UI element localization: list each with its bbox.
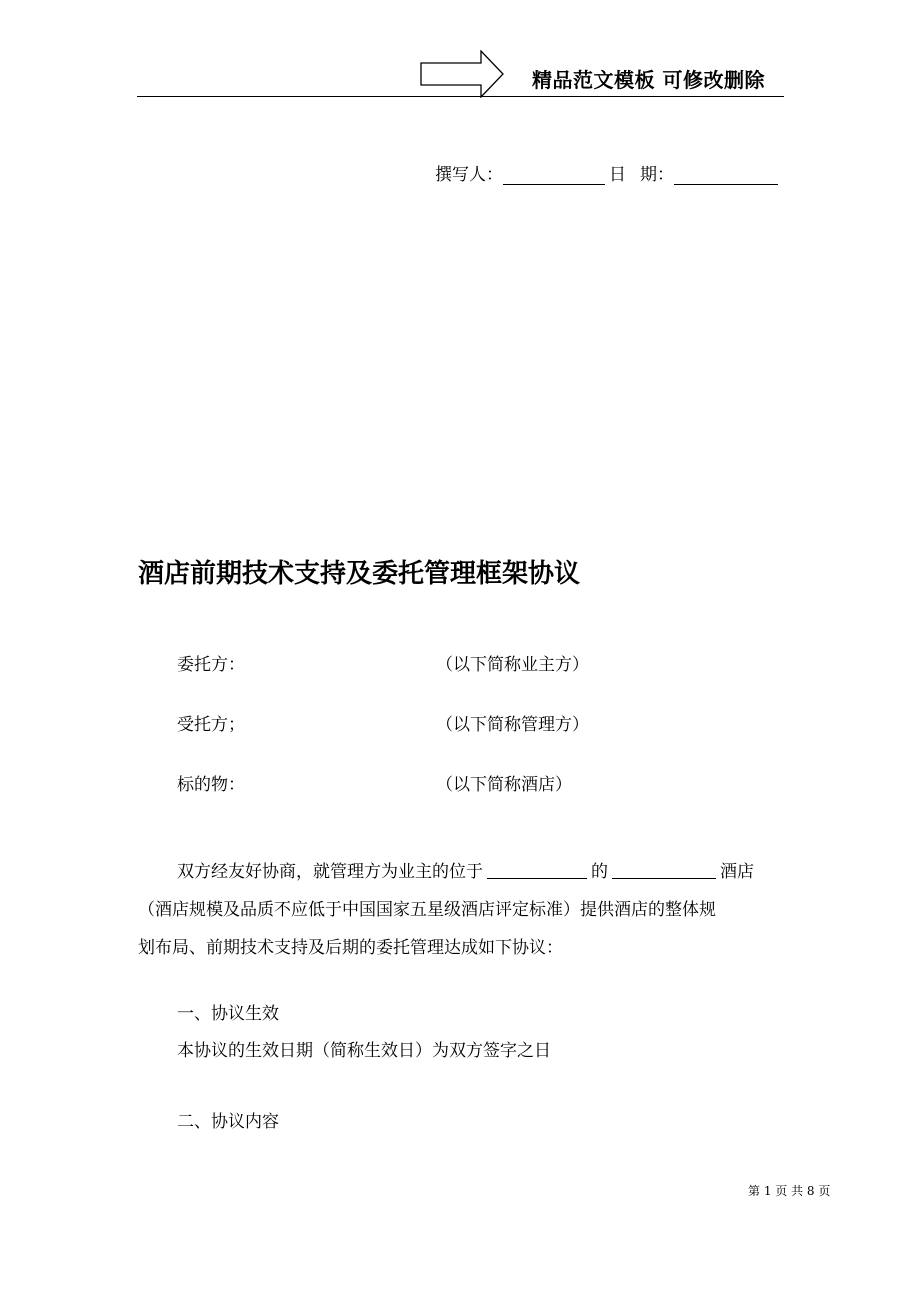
author-label: 撰写人： xyxy=(435,165,503,185)
header-divider xyxy=(137,96,784,97)
section-1-heading: 一、协议生效 xyxy=(177,1004,279,1024)
location-blank xyxy=(487,859,587,879)
party-label: 受托方； xyxy=(177,715,245,735)
intro-line-2: （酒店规模及品质不应低于中国国家五星级酒店评定标准）提供酒店的整体规 xyxy=(138,900,716,920)
party-label: 委托方： xyxy=(177,655,245,675)
right-arrow-icon xyxy=(420,50,504,98)
party-note: （以下简称酒店） xyxy=(436,775,572,795)
intro-text-a: 双方经友好协商，就管理方为业主的位于 xyxy=(177,862,483,882)
author-date-line xyxy=(435,160,778,185)
hotel-name-blank xyxy=(612,859,716,879)
author-blank xyxy=(503,166,605,185)
party-note: （以下简称业主方） xyxy=(436,655,589,675)
intro-text-b: 的 xyxy=(591,862,608,882)
section-1-body: 本协议的生效日期（简称生效日）为双方签字之日 xyxy=(177,1041,551,1061)
document-title: 酒店前期技术支持及委托管理框架协议 xyxy=(138,559,581,589)
party-label: 标的物： xyxy=(177,775,245,795)
intro-line-3: 划布局、前期技术支持及后期的委托管理达成如下协议： xyxy=(138,938,563,958)
date-blank xyxy=(674,166,778,185)
page-number: 第 1 页 共 8 页 xyxy=(748,1184,831,1198)
section-2-heading: 二、协议内容 xyxy=(177,1112,279,1132)
party-note: （以下简称管理方） xyxy=(436,715,589,735)
intro-text-c: 酒店 xyxy=(720,862,754,882)
date-label-1: 日 xyxy=(609,165,626,185)
date-label-2: 期： xyxy=(640,165,674,185)
intro-paragraph xyxy=(138,853,793,967)
header-banner: 精品范文模板 可修改删除 xyxy=(532,68,765,92)
